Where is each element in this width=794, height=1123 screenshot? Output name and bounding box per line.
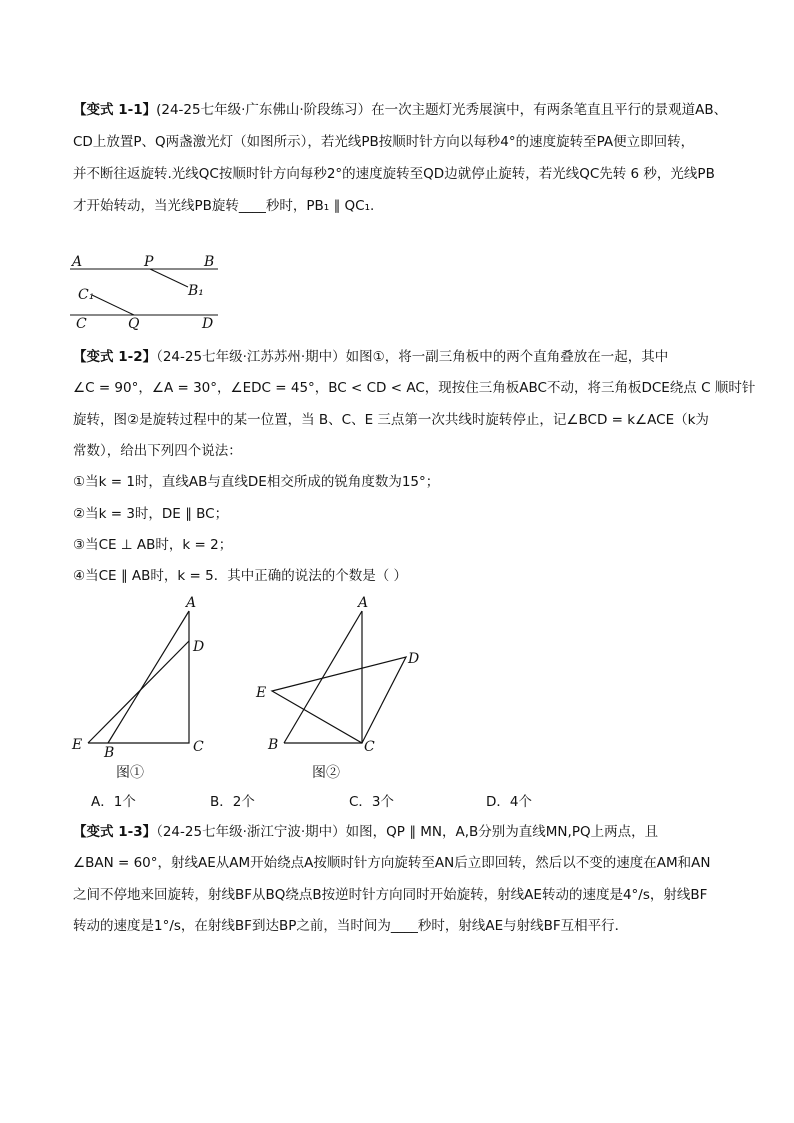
point-label: D [193,639,205,655]
line-ab [284,611,362,743]
figure-caption: 图① [116,765,144,781]
problem-1-2-statement-2: ②当k = 3时，DE ∥ BC； [73,506,229,522]
option-a: A．1个 [91,794,136,810]
option-d: D．4个 [486,794,532,810]
figure-1-2-a [70,593,230,783]
option-c: C．3个 [349,794,395,810]
problem-1-2-line-3: 旋转，图②是旋转过程中的某一位置，当 B、C、E 三点第一次共线时旋转停止，记∠BCD = k∠ACE（k为 [73,412,709,428]
point-label: B₁ [188,283,204,299]
figure-caption: 图② [312,765,340,781]
problem-text: （24-25七年级·浙江宁波·期中）如图，QP ∥ MN，A,B分别为直线MN,PQ上两点，且 [156,824,659,840]
problem-1-2-line-4: 常数），给出下列四个说法： [73,443,242,459]
problem-1-3-line-4: 转动的速度是1°/s，在射线BF到达BP之前，当时间为____秒时，射线AE与射线BF互相平行． [73,918,629,934]
point-label: A [358,595,369,611]
point-label: B [268,737,279,753]
problem-label: 【变式 1-1】 [73,102,157,118]
option-b: B．2个 [210,794,255,810]
point-label: C₁ [78,287,95,303]
problem-1-1-line-2: CD上放置P、Q两盏激光灯（如图所示），若光线PB按顺时针方向以每秒4°的速度旋转至PA便立即回转， [73,134,695,150]
point-label: C [193,739,204,755]
point-label: E [256,685,267,701]
point-label: B [104,745,115,761]
point-label: A [186,595,197,611]
point-label: C [76,316,87,332]
problem-1-1-line-1 [73,100,733,120]
point-label: D [408,651,420,667]
problem-1-2-statement-3: ③当CE ⊥ AB时，k = 2； [73,537,233,553]
point-label: P [144,254,154,270]
point-label: E [72,737,83,753]
line-de [88,641,189,743]
point-label: A [72,254,83,270]
problem-1-3-line-2: ∠BAN = 60°，射线AE从AM开始绕点A按顺时针方向旋转至AN后立即回转，然后以不变的速度在AM和AN [73,855,711,871]
problem-1-1-line-4: 才开始转动，当光线PB旋转____秒时，PB₁ ∥ QC₁. [73,198,375,214]
problem-text: （24-25七年级·江苏苏州·期中）如图①，将一副三角板中的两个直角叠放在一起，其中 [156,349,669,365]
problem-1-2-line-1 [73,347,733,367]
triangle-abc [88,611,189,743]
ray-qc1 [92,295,134,315]
line-ab [108,611,189,743]
figure-1-2-b [256,593,436,783]
point-label: C [364,739,375,755]
problem-1-2-statement-1: ①当k = 1时，直线AB与直线DE相交所成的锐角度数为15°； [73,474,440,490]
point-label: Q [128,316,140,332]
problem-label: 【变式 1-3】 [73,824,157,840]
problem-label: 【变式 1-2】 [73,349,157,365]
problem-1-1-line-3: 并不断往返旋转.光线QC按顺时针方向每秒2°的速度旋转至QD边就停止旋转，若光线QC先转 6 秒，光线PB [73,166,715,182]
problem-text: (24-25七年级·广东佛山·阶段练习）在一次主题灯光秀展演中，有两条笔直且平行的景观道AB、 [156,102,728,118]
problem-1-3-line-3: 之间不停地来回旋转，射线BF从BQ绕点B按逆时针方向同时开始旋转，射线AE转动的速度是4°/s，射线BF [73,887,708,903]
problem-1-3-line-1 [73,822,733,842]
point-label: B [204,254,215,270]
point-label: D [202,316,214,332]
figure-1-1 [70,255,230,335]
ray-pb1 [150,269,188,287]
problem-1-2-statement-4: ④当CE ∥ AB时，k = 5．其中正确的说法的个数是（ ） [73,568,407,584]
problem-1-2-line-2: ∠C = 90°，∠A = 30°，∠EDC = 45°，BC < CD < AC，现按住三角板ABC不动，将三角板DCE绕点 C 顺时针 [73,380,756,396]
